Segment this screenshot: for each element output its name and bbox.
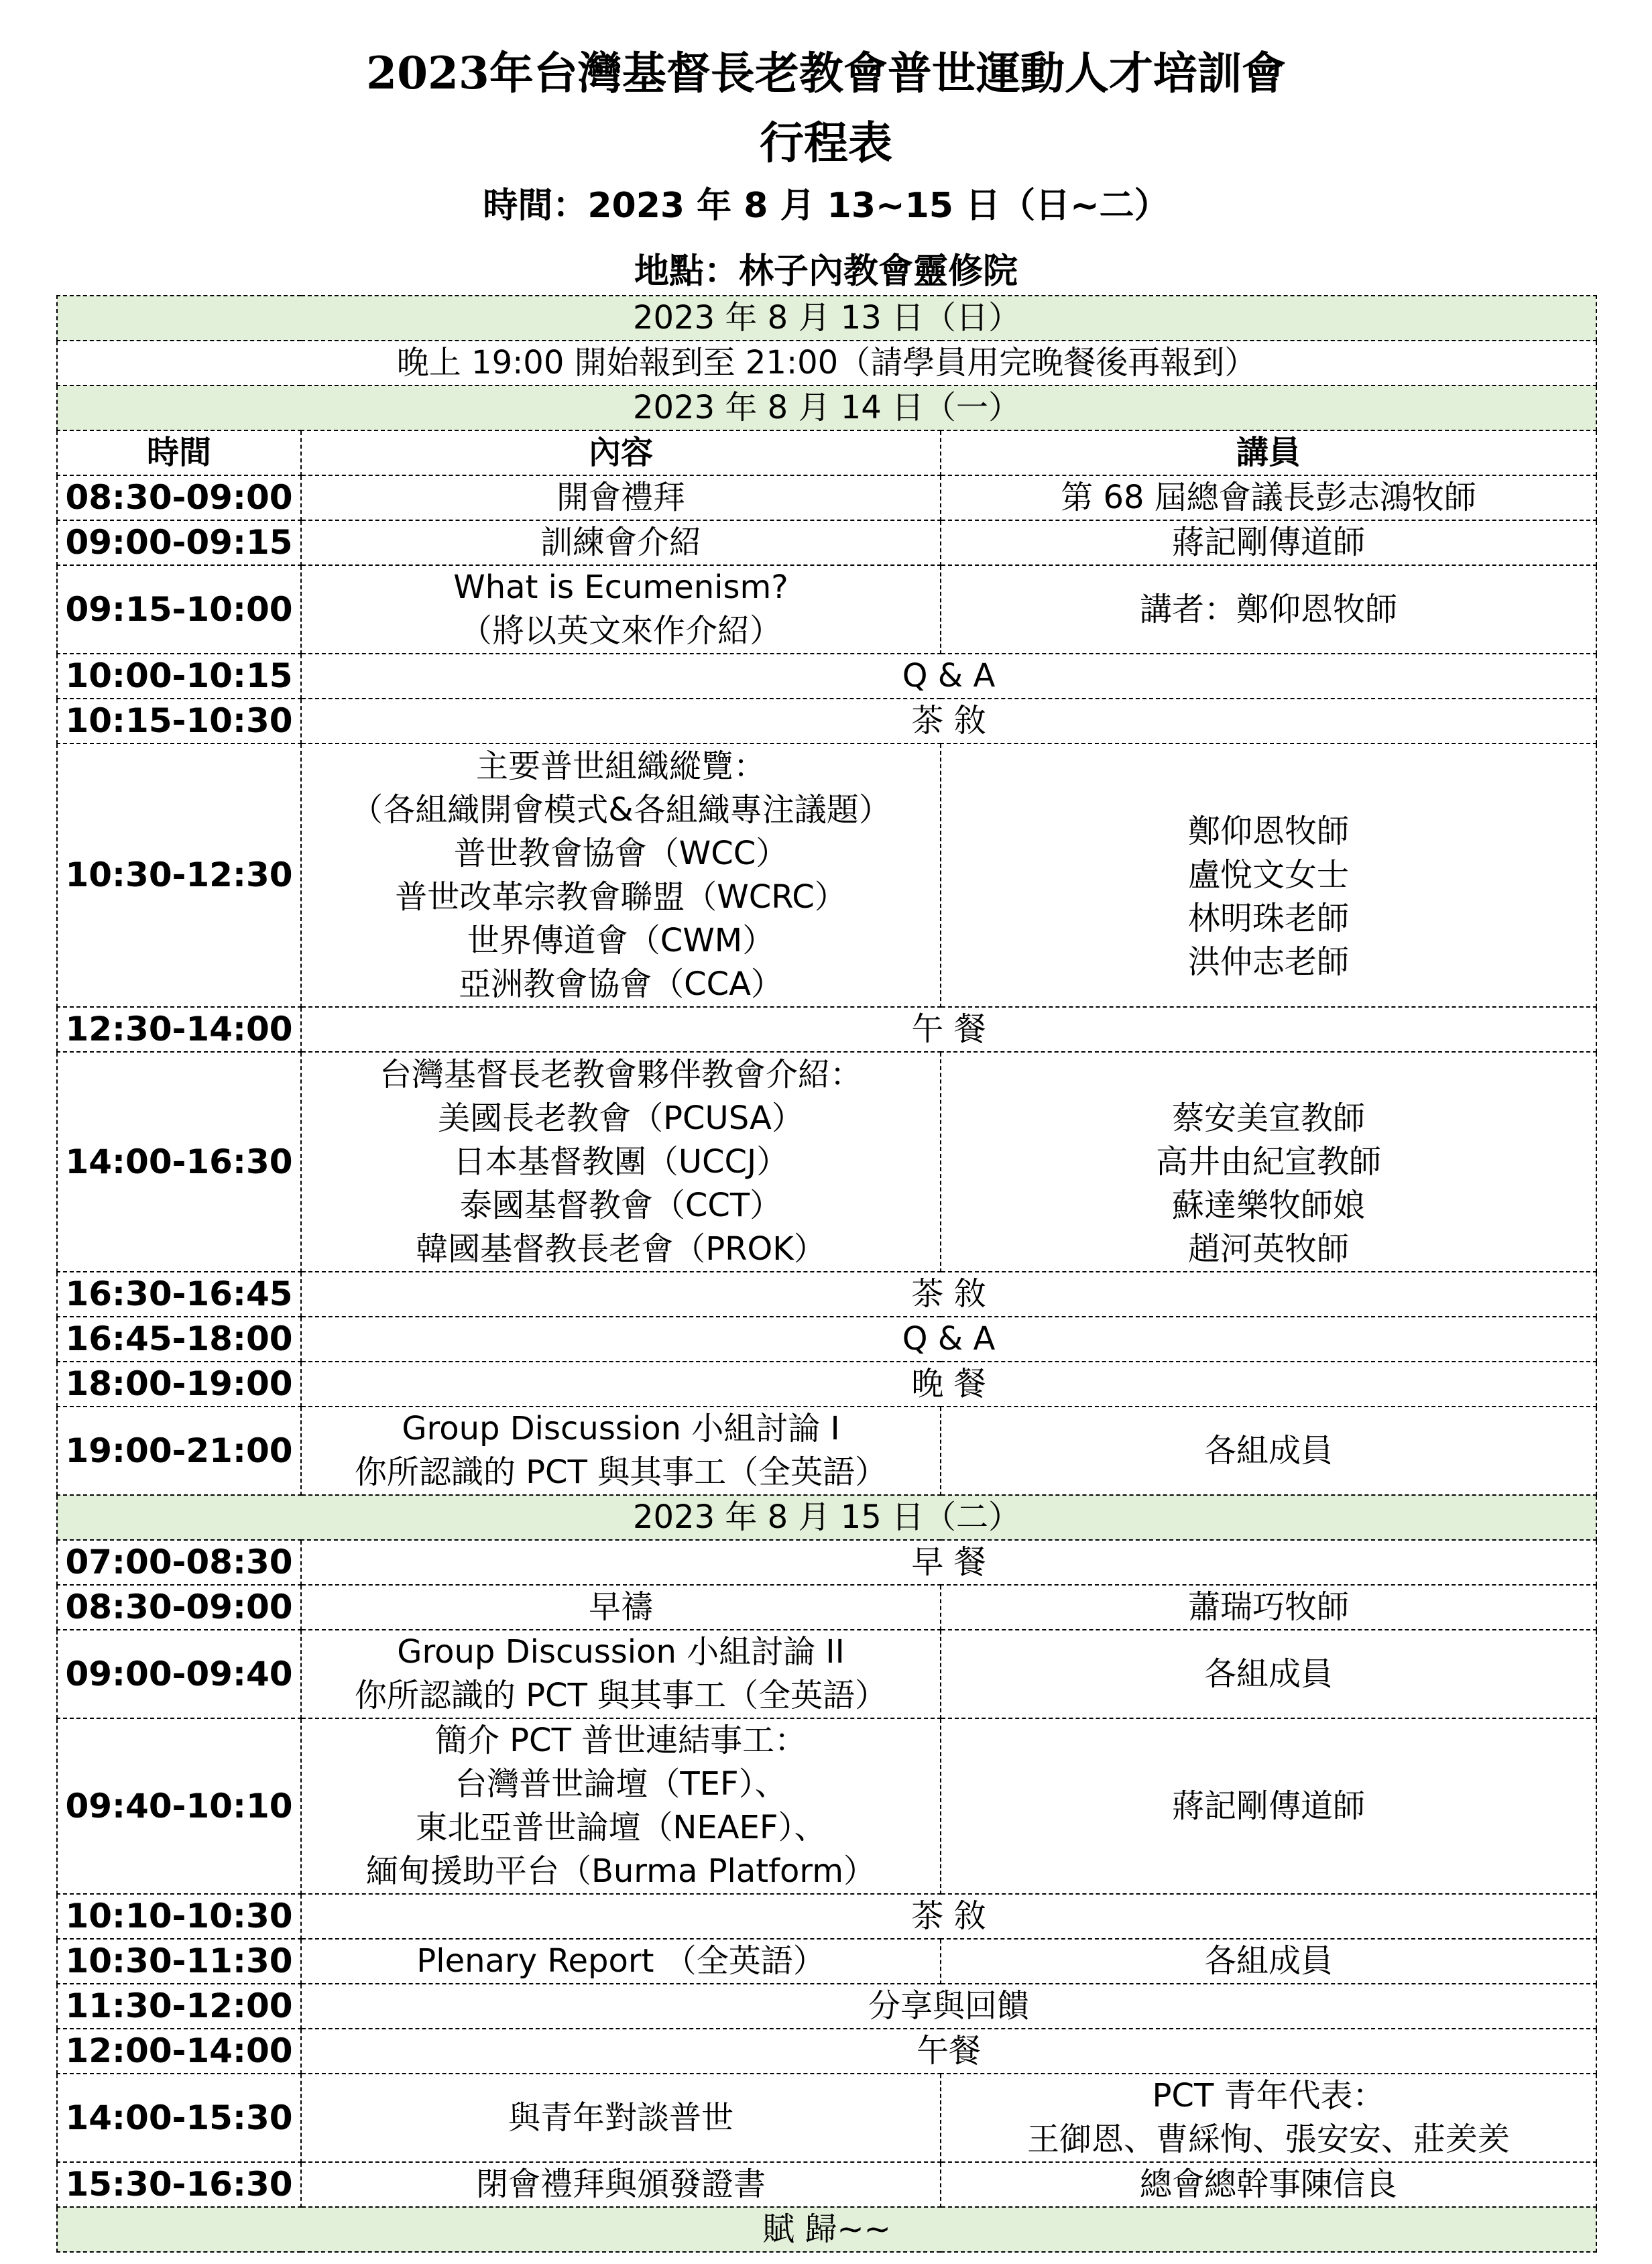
row-time: 18:00-19:00 — [57, 1362, 301, 1407]
day1-note: 晚上 19:00 開始報到至 21:00（請學員用完晚餐後再報到） — [57, 341, 1596, 385]
day3-header-row — [57, 1495, 1596, 1540]
schedule-row — [57, 2162, 1596, 2207]
row-activity: 茶 敘 — [301, 1272, 1596, 1317]
row-speaker: 蔣記剛傳道師 — [941, 520, 1596, 565]
schedule-row — [57, 654, 1596, 699]
row-time: 10:30-11:30 — [57, 1939, 301, 1984]
schedule-row — [57, 2029, 1596, 2074]
page-title: 2023年台灣基督長老教會普世運動人才培訓會 — [366, 47, 1286, 99]
row-speaker: 蔣記剛傳道師 — [941, 1718, 1596, 1894]
schedule-row — [57, 1362, 1596, 1407]
row-speaker: 各組成員 — [941, 1630, 1596, 1718]
row-content: 訓練會介紹 — [301, 520, 941, 565]
row-speaker: 蔡安美宣教師 高井由紀宣教師 蘇達樂牧師娘 趙河英牧師 — [941, 1052, 1596, 1272]
row-content: 早禱 — [301, 1585, 941, 1630]
schedule-row — [57, 1007, 1596, 1052]
schedule-row — [57, 1630, 1596, 1718]
event-time: 時間：2023 年 8 月 13~15 日（日~二） — [483, 186, 1169, 226]
row-time: 16:45-18:00 — [57, 1317, 301, 1362]
row-activity: Q & A — [301, 654, 1596, 699]
schedule-row — [57, 1718, 1596, 1894]
row-time: 19:00-21:00 — [57, 1407, 301, 1495]
row-content: 與青年對談普世 — [301, 2074, 941, 2162]
row-time: 10:30-12:30 — [57, 743, 301, 1007]
row-time: 09:15-10:00 — [57, 565, 301, 654]
day2-header-row — [57, 385, 1596, 430]
footer-row — [57, 2207, 1596, 2252]
row-time: 08:30-09:00 — [57, 1585, 301, 1630]
row-content: Group Discussion 小組討論 I 你所認識的 PCT 與其事工（全英語） — [301, 1407, 941, 1495]
schedule-row — [57, 1272, 1596, 1317]
row-content: Plenary Report （全英語） — [301, 1939, 941, 1984]
row-time: 09:40-10:10 — [57, 1718, 301, 1894]
col-header-speaker: 講員 — [941, 430, 1596, 475]
schedule-row — [57, 699, 1596, 743]
row-time: 10:10-10:30 — [57, 1894, 301, 1939]
col-header-time: 時間 — [57, 430, 301, 475]
row-time: 10:15-10:30 — [57, 699, 301, 743]
row-time: 15:30-16:30 — [57, 2162, 301, 2207]
row-activity: 茶 敘 — [301, 699, 1596, 743]
row-activity: 午 餐 — [301, 1007, 1596, 1052]
schedule-row — [57, 1894, 1596, 1939]
closing-note: 賦 歸~~ — [57, 2207, 1596, 2252]
row-content: 開會禮拜 — [301, 475, 941, 520]
row-activity: 晚 餐 — [301, 1362, 1596, 1407]
day3-header: 2023 年 8 月 15 日（二） — [57, 1495, 1596, 1540]
schedule-row — [57, 1585, 1596, 1630]
row-activity: 早 餐 — [301, 1540, 1596, 1585]
schedule-row — [57, 1052, 1596, 1272]
row-activity: 分享與回饋 — [301, 1984, 1596, 2029]
row-speaker: 蕭瑞巧牧師 — [941, 1585, 1596, 1630]
column-header-row — [57, 430, 1596, 475]
row-time: 12:30-14:00 — [57, 1007, 301, 1052]
row-activity: Q & A — [301, 1317, 1596, 1362]
row-content: Group Discussion 小組討論 II 你所認識的 PCT 與其事工（全英語） — [301, 1630, 941, 1718]
row-content: 主要普世組織縱覽： （各組織開會模式&各組織專注議題） 普世教會協會（WCC） 普世改革宗教會聯盟（WCRC） 世界傳道會（CWM） 亞洲教會協會（CCA） — [301, 743, 941, 1007]
day1-note-row — [57, 341, 1596, 385]
row-speaker: 鄭仰恩牧師 盧悅文女士 林明珠老師 洪仲志老師 — [941, 743, 1596, 1007]
schedule-row — [57, 520, 1596, 565]
row-activity: 午餐 — [301, 2029, 1596, 2074]
row-time: 08:30-09:00 — [57, 475, 301, 520]
row-content: What is Ecumenism? （將以英文來作介紹） — [301, 565, 941, 654]
schedule-row — [57, 2074, 1596, 2162]
schedule-row — [57, 565, 1596, 654]
event-place: 地點：林子內教會靈修院 — [634, 251, 1018, 292]
row-speaker: 第 68 屆總會議長彭志鴻牧師 — [941, 475, 1596, 520]
row-time: 10:00-10:15 — [57, 654, 301, 699]
schedule-row — [57, 1939, 1596, 1984]
row-content: 台灣基督長老教會夥伴教會介紹： 美國長老教會（PCUSA） 日本基督教團（UCCJ） 泰國基督教會（CCT） 韓國基督教長老會（PROK） — [301, 1052, 941, 1272]
schedule-row — [57, 743, 1596, 1007]
row-time: 07:00-08:30 — [57, 1540, 301, 1585]
row-speaker: 講者：鄭仰恩牧師 — [941, 565, 1596, 654]
row-time: 12:00-14:00 — [57, 2029, 301, 2074]
col-header-content: 內容 — [301, 430, 941, 475]
row-content: 簡介 PCT 普世連結事工： 台灣普世論壇（TEF）、 東北亞普世論壇（NEAEF）、 緬甸援助平台（Burma Platform） — [301, 1718, 941, 1894]
schedule-table — [56, 295, 1597, 2253]
row-time: 11:30-12:00 — [57, 1984, 301, 2029]
page-subtitle: 行程表 — [760, 117, 892, 169]
schedule-row — [57, 1984, 1596, 2029]
row-time: 14:00-16:30 — [57, 1052, 301, 1272]
row-time: 09:00-09:40 — [57, 1630, 301, 1718]
row-time: 14:00-15:30 — [57, 2074, 301, 2162]
schedule-row — [57, 1317, 1596, 1362]
row-speaker: PCT 青年代表： 王御恩、曹綵恂、張安安、莊羑羑 — [941, 2074, 1596, 2162]
day1-header-row — [57, 296, 1596, 341]
schedule-row — [57, 1407, 1596, 1495]
row-time: 09:00-09:15 — [57, 520, 301, 565]
day2-header: 2023 年 8 月 14 日（一） — [57, 385, 1596, 430]
row-time: 16:30-16:45 — [57, 1272, 301, 1317]
row-activity: 茶 敘 — [301, 1894, 1596, 1939]
day1-header: 2023 年 8 月 13 日（日） — [57, 296, 1596, 341]
schedule-row — [57, 1540, 1596, 1585]
row-speaker: 各組成員 — [941, 1939, 1596, 1984]
row-speaker: 總會總幹事陳信良 — [941, 2162, 1596, 2207]
row-content: 閉會禮拜與頒發證書 — [301, 2162, 941, 2207]
schedule-row — [57, 475, 1596, 520]
row-speaker: 各組成員 — [941, 1407, 1596, 1495]
